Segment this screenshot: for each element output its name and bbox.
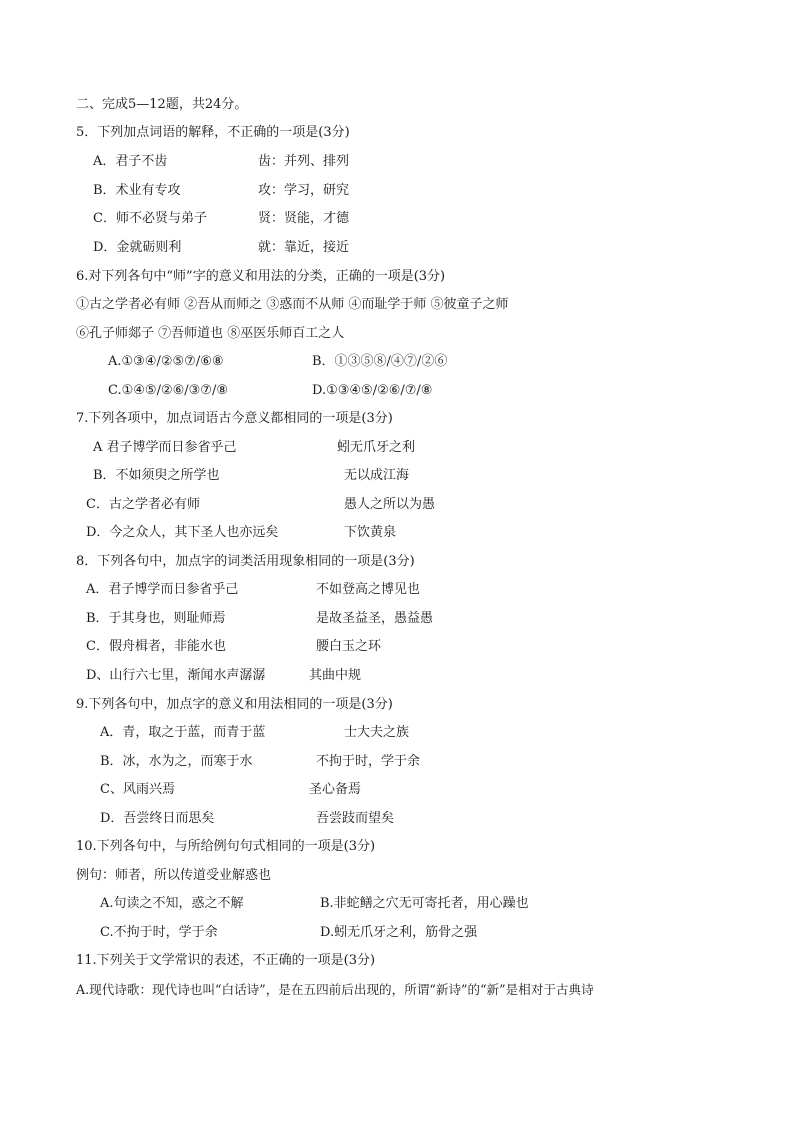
- q8-option-c: [86, 638, 382, 656]
- q5-option-d: [93, 239, 350, 257]
- q7-option-c: [86, 496, 436, 514]
- q5-option-b: [93, 182, 350, 200]
- option-note: 贤：贤能，才德: [258, 211, 350, 226]
- q10-example: 例句：师者，所以传道受业解惑也: [76, 868, 272, 883]
- option-text: B．冰，水为之，而寒于水: [100, 754, 253, 769]
- option-pair: 是故圣益圣，愚益愚: [316, 611, 434, 626]
- q8-option-d: [86, 667, 362, 685]
- option-text: A 君子博学而日参省乎己: [93, 440, 237, 455]
- q10-option-b: B.非蛇鳝之穴无可寄托者，用心躁也: [320, 896, 529, 911]
- q10-option-d: D.蚓无爪牙之利，筋骨之强: [320, 925, 478, 940]
- option-text: C．假舟楫者，非能水也: [86, 639, 226, 654]
- q6-option-b: B．①③⑤⑧/④⑦/②⑥: [312, 354, 448, 369]
- option-note: 攻：学习，研究: [258, 183, 350, 198]
- q6-options-row-2: [108, 382, 433, 400]
- q10-option-c: C.不拘于时，学于余: [100, 925, 218, 940]
- option-text: C、风雨兴焉: [100, 782, 175, 797]
- option-text: D．金就砺则利: [93, 240, 182, 255]
- q9-option-d: [100, 810, 395, 828]
- option-text: C．古之学者必有师: [86, 497, 200, 512]
- q10-option-a: A.句读之不知，惑之不解: [100, 896, 244, 911]
- q6-options-row-1: [108, 353, 448, 371]
- option-pair: 愚人之所以为愚: [344, 497, 436, 512]
- option-note: 就：靠近，接近: [258, 240, 350, 255]
- q9-option-a: [100, 724, 410, 742]
- option-pair: 蚓无爪牙之利: [337, 440, 416, 455]
- q10-options-row-2: [100, 924, 478, 942]
- option-text: A．君子不齿: [93, 154, 168, 169]
- q8-option-a: [86, 581, 421, 599]
- q9-option-c: [100, 781, 362, 799]
- q7-option-a: [93, 439, 416, 457]
- option-text: D、山行六七里，渐闻水声潺潺: [86, 668, 266, 683]
- q6-sentences-1: ①古之学者必有师 ②吾从而师之 ③惑而不从师 ④而耻学于师 ⑤彼童子之师: [76, 297, 509, 312]
- q5-stem: 5．下列加点词语的解释，不正确的一项是(3分): [76, 125, 350, 140]
- option-text: D．今之众人，其下圣人也亦远矣: [86, 525, 279, 540]
- option-pair: 士大夫之族: [344, 725, 410, 740]
- option-text: C．师不必贤与弟子: [93, 211, 207, 226]
- q6-option-c: C.①④⑤/②⑥/③⑦/⑧: [108, 383, 228, 398]
- q5-option-c: [93, 210, 350, 228]
- q5-option-a: [93, 153, 350, 171]
- option-pair: 其曲中规: [309, 668, 362, 683]
- section-title: 二、完成5—12题，共24分。: [76, 97, 248, 112]
- q6-sentences-2: ⑥孔子师郯子 ⑦吾师道也 ⑧巫医乐师百工之人: [76, 326, 345, 341]
- q11-option-a: A.现代诗歌：现代诗也叫“白话诗”，是在五四前后出现的，所谓“新诗”的“新”是相对于古典诗: [76, 982, 594, 997]
- option-text: D．吾尝终日而思矣: [100, 811, 215, 826]
- q8-option-b: [86, 610, 434, 628]
- q9-stem: 9.下列各句中，加点字的意义和用法相同的一项是(3分): [76, 697, 393, 712]
- option-text: B．术业有专攻: [93, 183, 181, 198]
- option-pair: 不拘于时，学于余: [316, 754, 421, 769]
- option-pair: 无以成江海: [344, 468, 410, 483]
- q11-stem: 11.下列关于文学常识的表述，不正确的一项是(3分): [76, 953, 376, 968]
- option-text: B．于其身也，则耻师焉: [86, 611, 226, 626]
- option-pair: 不如登高之博见也: [316, 582, 421, 597]
- q7-option-d: [86, 524, 397, 542]
- q6-option-a: A.①③④/②⑤⑦/⑥⑧: [108, 354, 224, 369]
- q7-stem: 7.下列各项中，加点词语古今意义都相同的一项是(3分): [76, 411, 393, 426]
- option-note: 齿：并列、排列: [258, 154, 350, 169]
- q10-stem: 10.下列各句中，与所给例句句式相同的一项是(3分): [76, 839, 376, 854]
- option-pair: 下饮黄泉: [344, 525, 397, 540]
- option-pair: 吾尝跂而望矣: [316, 811, 395, 826]
- q10-options-row-1: [100, 895, 529, 913]
- option-pair: 腰白玉之环: [316, 639, 382, 654]
- option-text: B．不如须臾之所学也: [93, 468, 220, 483]
- q6-option-d: D.①③④⑤/②⑥/⑦/⑧: [312, 383, 433, 398]
- option-text: A．君子博学而日参省乎己: [86, 582, 239, 597]
- q9-option-b: [100, 753, 421, 771]
- q7-option-b: [93, 467, 410, 485]
- option-text: A．青，取之于蓝，而青于蓝: [100, 725, 266, 740]
- q6-stem: 6.对下列各句中“师”字的意义和用法的分类，正确的一项是(3分): [76, 269, 446, 284]
- option-pair: 圣心备焉: [309, 782, 362, 797]
- q8-stem: 8．下列各句中，加点字的词类活用现象相同的一项是(3分): [76, 554, 415, 569]
